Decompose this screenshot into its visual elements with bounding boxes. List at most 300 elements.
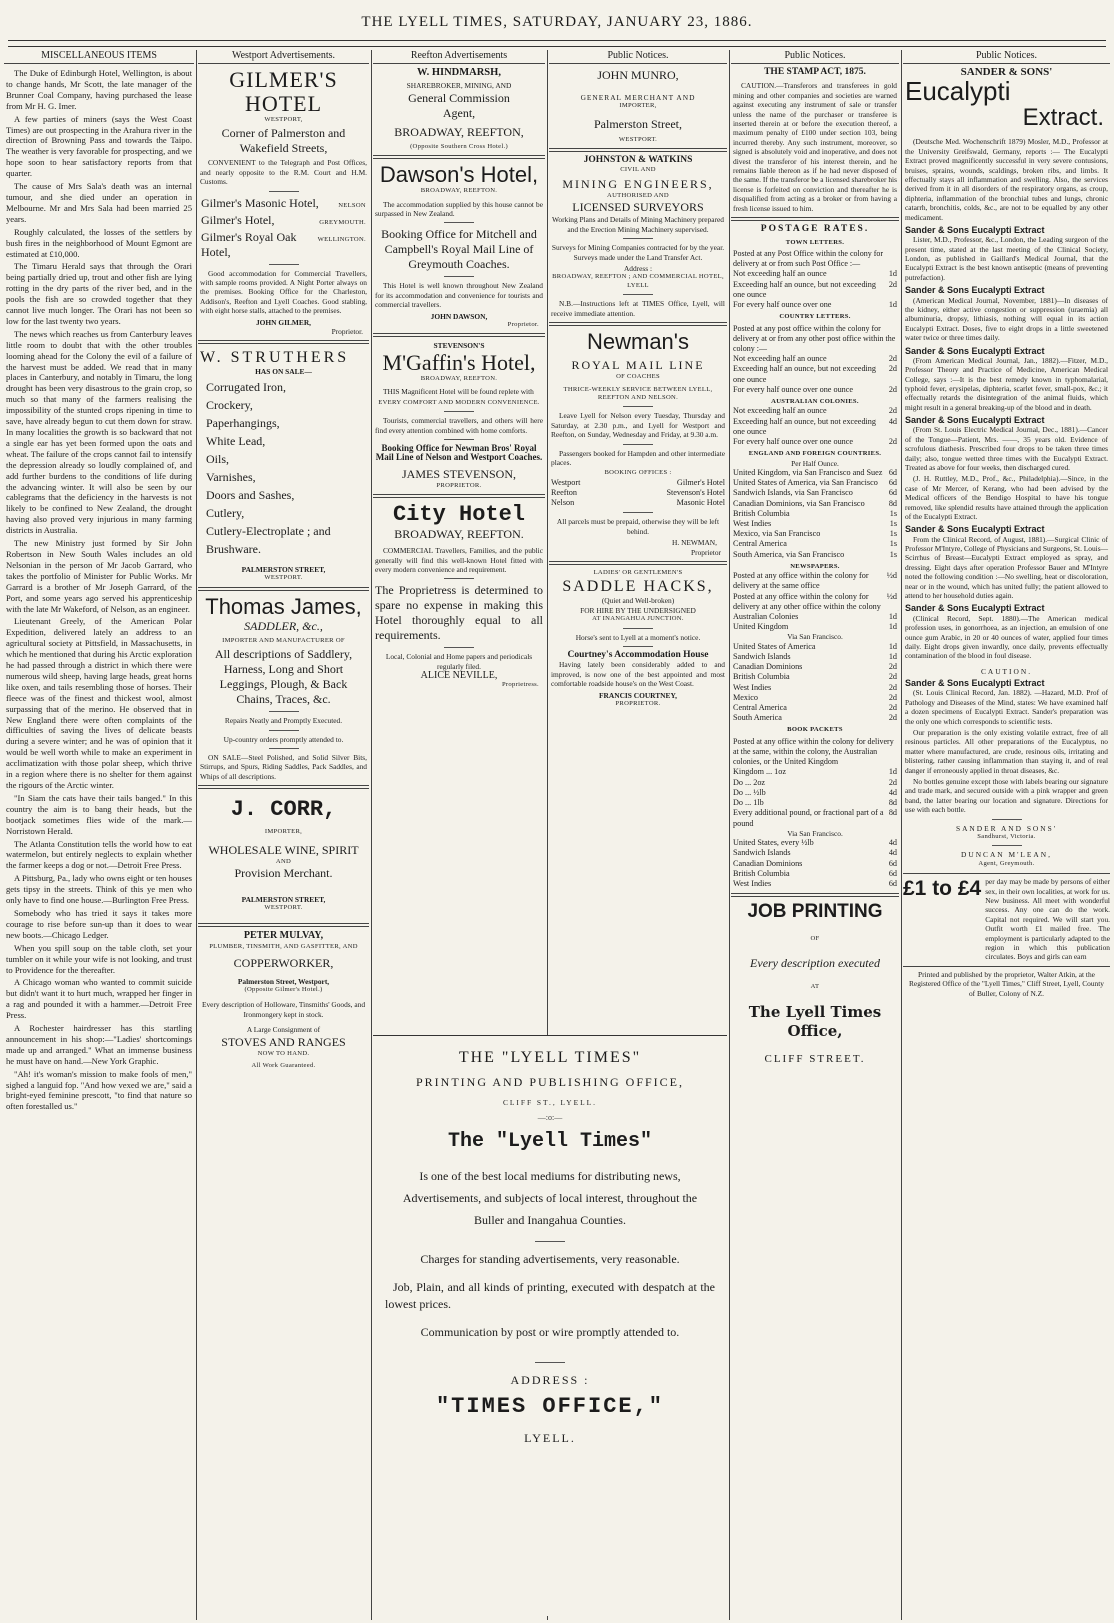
- separator: [731, 893, 899, 897]
- news-paragraph: The cause of Mrs Sala's death was an internal tumour, and she died under an operation in Melbourne. Mr and Mrs Sala had been married 25 years.: [6, 181, 192, 224]
- ad-trade: GENERAL MERCHANT AND: [580, 93, 696, 102]
- ad-title: Thomas James,: [205, 593, 362, 619]
- postage-row: [733, 703, 897, 713]
- divider: [269, 748, 299, 749]
- ad-text: AT: [810, 982, 820, 990]
- postage-value: 6d: [888, 467, 897, 477]
- postage-value: 4d: [888, 416, 897, 426]
- divider: [623, 628, 653, 629]
- postage-label: Not exceeding half an ounce: [733, 406, 827, 416]
- postage-row: [733, 808, 897, 828]
- ad-text: Booking Office for Newman Bros' Royal Mail Line of Nelson and Westport Coaches.: [375, 442, 543, 463]
- ad-street: PALMERSTON STREET,: [241, 564, 326, 574]
- ad-subtitle: ROYAL MAIL LINE: [571, 358, 705, 373]
- johnston-watkins-ad: [549, 156, 727, 318]
- office-charges: Charges for standing advertisements, very reasonable.: [420, 1252, 680, 1267]
- newman-coach-ad: [549, 330, 727, 557]
- column-public-notices-1: [549, 50, 727, 1030]
- caution-body: (St. Louis Clinical Record, Jan. 1882). —Hazard, M.D. Prof of Pathology and Diseases of the Mind, states: We have examined half a dozen specimens of Eucalypti Extract. Sander's preparation was the only one which corresponds to scientific tests.: [905, 688, 1108, 726]
- job-printing-ad: [731, 901, 899, 1064]
- ad-street: PALMERSTON STREET,: [241, 894, 326, 904]
- office-address: CLIFF ST., LYELL.: [502, 1098, 598, 1107]
- ad-text: NOW TO HAND.: [257, 1049, 310, 1057]
- office-hotel: Masonic Hotel: [676, 498, 725, 508]
- mulvay-ad: [198, 931, 369, 1071]
- column-rule: [729, 50, 730, 1620]
- product-name: Extract.: [1022, 104, 1104, 132]
- divider: [444, 276, 474, 277]
- news-paragraph: Lieutenant Greely, of the American Polar Expedition, delivered lately an address to an agricultural society at Pittsfield, in Massachusetts, in which he mentioned that during his Arctic exploration he had passed through a district in which there were numerous wild sheep, having large heads, great horns like oxen, and tails resembling those of horses. Their fleece was of the finest and thickest wool, almost surpassing that of the merino. He observed that in New England there were often complaints of the difficulties of saving the lives of delicate beasts during a severe winter; and he was of opinion that it would be well worth while to make an experiment in acclimatization with those polar sheep, which thrive in a region where there is no shelter for them against the rigours of the Arctic winter.: [6, 616, 192, 790]
- ad-role: PROPRIETOR.: [436, 481, 482, 489]
- ad-lead: IMPORTER AND MANUFACTURER OF: [222, 636, 345, 644]
- office-town: Reefton: [551, 487, 577, 497]
- postage-row: [733, 550, 897, 560]
- postage-row: [733, 364, 897, 384]
- ad-role: PROPRIETOR.: [615, 700, 661, 708]
- ad-street: Palmerston Street, Westport,: [237, 976, 330, 986]
- ad-trade: Agent,: [442, 105, 476, 120]
- postage-row: [733, 693, 897, 703]
- testimonial-body: From the Clinical Record, of August, 1881).—Surgical Clinic of Professor M'Intyre, College of Physicians and Surgeons, St. Louis—Scirrhus of Breast—Eucalypti Extract employed as spray, and dressing. Eight days after operation Professor Bauer and M'Intyre noted the following condition :—No swelling, heat or discoloration, near or in the wound, which has united fully; the patient allowed to attend to her household duties again.: [905, 534, 1108, 601]
- stamp-act-notice: [731, 68, 899, 213]
- divider: [269, 264, 299, 265]
- ad-text: BOOKING OFFICES :: [604, 469, 672, 477]
- postage-sub: Via San Francisco.: [787, 632, 843, 642]
- ad-signature: ALICE NEVILLE,: [420, 670, 498, 682]
- ad-subtitle: LADIES' OR GENTLEMEN'S: [593, 568, 683, 576]
- postage-label: United States of America: [733, 641, 816, 651]
- hotel-name: Gilmer's Royal Oak Hotel,: [201, 229, 297, 259]
- ad-address: BROADWAY, REEFTON,: [394, 124, 524, 139]
- divider: [444, 647, 474, 648]
- ad-signature: SANDER AND SONS': [955, 823, 1058, 833]
- ad-text: AUTHORISED AND: [607, 192, 669, 200]
- news-paragraph: A Chicago woman who wanted to commit suicide but didn't want it to hurt much, wrapped her finger in a rag and pounded it with a hammer.—Detroit Free Press.: [6, 977, 192, 1021]
- postage-section-header: ENGLAND AND FOREIGN COUNTRIES.: [748, 450, 882, 458]
- divider: [623, 444, 653, 445]
- ad-trade: WHOLESALE WINE, SPIRIT: [208, 842, 359, 857]
- ad-body: (Deutsche Med. Wochenschrift 1879) Mosler, M.D., Professor at the University Greifswald, Germany, reports :— The Eucalypti Extract proved magnificently successful in very severe contusions, bruises, sprains, wounds, scaldings, broken ribs, and limbs. It effectually stays all inflammation and swelling. Also, the services derived from it in all disorders of the respiratory organs, as croup, diphteria, inflammation of the bronchial tubes and lungs, chronic catarrh, bronchitis, colds, &c., are not to be equalled by any other medicament.: [905, 137, 1108, 222]
- postage-value: 1s: [889, 539, 897, 549]
- separator: [373, 494, 545, 498]
- divider: [535, 1362, 565, 1363]
- separator: [373, 333, 545, 337]
- testimonial-heading: Sander & Sons Eucalypti Extract: [905, 524, 1045, 535]
- testimonial-body: Lister, M.D., Professor, &c., London, the Leading surgeon of the present time, stated at the last meeting of the Clinical Society, London, as published in Gaillard's Medical Journal, that the Eucalypti Extract is the best known antiseptic (means of preventing putrefaction).: [905, 235, 1108, 282]
- postage-label: Exceeding half an ounce, but not exceeding one ounce: [733, 279, 876, 299]
- money-ad: [903, 873, 1110, 962]
- ad-body: Having lately been considerably added to and improved, is now one of the best appointed and most comfortable roadside house's on the West Coast.: [551, 660, 725, 689]
- gilmer-hotel-ad: [198, 68, 369, 336]
- news-paragraph: "Ah! it's woman's mission to make fools of men," sighed a languid fop. "And how vexed we are," said a bright-eyed feminine prescott, "to find that nature so often forestalled us.": [6, 1068, 192, 1112]
- ad-subtitle: STEVENSON'S: [433, 341, 485, 351]
- postage-row: [733, 529, 897, 539]
- ad-text: ON SALE—Steel Polished, and Solid Silver Bits, Stirrups, and Spurs, Riding Saddles, Pack Saddles, and Whips of all descriptions.: [200, 752, 367, 781]
- divider: [444, 439, 474, 440]
- ad-text: Every description executed: [750, 955, 880, 970]
- thomas-james-ad: [198, 595, 369, 781]
- office-job: Job, Plain, and all kinds of printing, executed with despatch at the lowest prices.: [385, 1280, 715, 1312]
- postage-row: [733, 778, 897, 788]
- hotel-list: [198, 196, 369, 260]
- office-address-label: ADDRESS :: [510, 1373, 590, 1388]
- column-rule: [371, 50, 372, 1620]
- ad-town: WESTPORT.: [618, 135, 658, 143]
- separator: [198, 340, 369, 344]
- ad-signature: JAMES STEVENSON,: [401, 466, 516, 481]
- goods-item: Corrugated Iron,: [206, 379, 286, 394]
- postage-row: [733, 300, 897, 310]
- ad-title: W. HINDMARSH,: [417, 67, 501, 78]
- postage-row: [733, 539, 897, 549]
- ad-text: OF: [810, 935, 820, 943]
- postage-value: 2d: [888, 692, 897, 702]
- postage-value: 4d: [888, 838, 897, 848]
- office-town: Nelson: [551, 498, 575, 508]
- ad-body: Leave Lyell for Nelson every Tuesday, Thursday and Saturday, at 2.30 p.m., and Lyell for Westport and Reefton, on Sunday, Wednesday and Friday, at 9.30 a.m.: [551, 411, 725, 440]
- postage-row: [733, 499, 897, 509]
- postage-label: United Kingdom: [733, 622, 789, 632]
- postage-label: Not exceeding half an ounce: [733, 354, 827, 364]
- column-header: Westport Advertisements.: [198, 50, 369, 64]
- postage-section-header: AUSTRALIAN COLONIES.: [771, 397, 859, 405]
- postage-sub: Per Half Ounce.: [791, 458, 839, 468]
- news-paragraph: The new Ministry just formed by Sir John Robertson in New South Wales includes an old Nelsonian in the person of Mr Jacob Garrard, who takes the portfolio of Minister for Public Works. Mr Garrard is a brother of Mr Joseph Garrard, of the Port, and some years ago served his apprenticeship with the late Mr Wakeford, of Nelson, as an engineer.: [6, 538, 192, 614]
- postage-lead: Posted at any Post Office within the colony for delivery at or from such Post Office :—: [733, 248, 884, 269]
- postage-label: West Indies: [733, 682, 772, 692]
- ad-body: Our preparation is the only existing volatile extract, free of all resinous particles. All other preparations of the Eucalyptus, no matter where manufactured, are crude, resinous oils, irritating and blistering, rather causing inflammation than staying it, and of real danger if erroneously applied in throat diseases, &c.: [905, 727, 1108, 775]
- masthead: THE LYELL TIMES, SATURDAY, JANUARY 23, 1886.: [361, 14, 753, 30]
- postage-value: 6d: [888, 478, 897, 488]
- postage-table: [731, 239, 899, 890]
- ad-subtitle: MINING ENGINEERS,: [562, 177, 714, 192]
- postage-label: Mexico, via San Francisco: [733, 529, 821, 539]
- testimonial-heading: Sander & Sons Eucalypti Extract: [905, 345, 1045, 356]
- testimonial-heading: Sander & Sons Eucalypti Extract: [905, 285, 1045, 296]
- postage-label: Canadian Dominions: [733, 858, 803, 868]
- ad-town: WESTPORT,: [264, 116, 303, 123]
- lyell-times-title: The "Lyell Times": [447, 1130, 653, 1154]
- office-hotel: Stevenson's Hotel: [666, 487, 725, 497]
- lyell-times-office-ad: [373, 1035, 727, 1616]
- divider: [269, 191, 299, 192]
- ad-title: W. STRUTHERS: [200, 349, 350, 367]
- column-header: MISCELLANEOUS ITEMS: [4, 50, 194, 64]
- postage-value: 1d: [888, 299, 897, 309]
- ad-title: JOHNSTON & WATKINS: [583, 155, 693, 166]
- postage-value: 6d: [888, 488, 897, 498]
- testimonial-body: (From American Medical Journal, Jan., 1882).—Fitzer, M.D., Professor Theory and Practice of Medicine, American Medical College, says :—It is the best remedy known in typhomalarial, typhoid fever, erysipelas, diphteria, scarlet fever, small-pox, &c.; it effectually retards the disintegration of the animal fluids, which might result in a general breaking-up of the blood and in death.: [905, 355, 1108, 412]
- ad-body: CONVENIENT to the Telegraph and Post Offices, and nearly opposite to the R.M. Court and H.M. Customs.: [200, 158, 367, 187]
- column-miscellaneous: [4, 50, 194, 1620]
- ad-text: All parcels must be prepaid, otherwise they will be left behind.: [556, 517, 720, 536]
- postage-label: Australian Colonies: [733, 612, 799, 622]
- office-town: LYELL.: [524, 1431, 576, 1446]
- postage-row: [733, 672, 897, 682]
- goods-item: Cutlery,: [206, 505, 245, 520]
- column-rule: [196, 50, 197, 1620]
- postage-row: [733, 859, 897, 869]
- postage-value: 2d: [888, 436, 897, 446]
- city-hotel-ad: [373, 502, 545, 689]
- ad-body: All descriptions of Saddlery, Harness, Long and Short Leggings, Plough, & Back Chains, Traces, &c.: [214, 647, 353, 707]
- postage-lead: Posted at any post office within the colony for delivery at or from any other post office within the colony :—: [733, 323, 896, 353]
- news-paragraph: Somebody who has tried it says it takes more courage to rise before sun-up than it does to wear new boots.—Chicago Ledger.: [6, 907, 192, 940]
- ad-role: IMPORTER,: [619, 102, 657, 110]
- booking-office-row: [551, 498, 725, 508]
- divider: [269, 730, 299, 731]
- postage-row: [733, 468, 897, 478]
- ad-trade: SHAREBROKER, MINING, AND: [406, 81, 512, 91]
- goods-item: Oils,: [206, 451, 230, 466]
- ad-title: Dawson's Hotel,: [379, 162, 539, 188]
- ad-trade: PLUMBER, TINSMITH, AND GASFITTER, AND: [209, 943, 358, 951]
- imprint: [903, 966, 1110, 998]
- ad-role: IMPORTER,: [264, 828, 303, 836]
- ad-role: Proprietor.: [331, 327, 363, 337]
- struthers-ad: [198, 348, 369, 582]
- postage-section-header: NEWSPAPERS.: [790, 562, 840, 570]
- imprint-text: Printed and published by the proprietor, Walter Atkin, at the Registered Office of the "Lyell Times," Cliff Street, Lyell, County of Buller, Colony of N.Z.: [908, 969, 1105, 998]
- ad-street: Palmerston Street,: [594, 116, 682, 131]
- postage-value: 2d: [888, 406, 897, 416]
- testimonial-body: (Clinical Record, Sept. 1880).—The American medical profession uses, in gonorrhoea, as an injection, an emulsion of one ounce gum Arabic, in 20 or 40 ounces of water, applied four times daily. Eight drops given inwardly, once daily, prevents effectually contamination of the blood in foul disease.: [905, 613, 1108, 661]
- office-communication: Communication by post or wire promptly attended to.: [420, 1325, 680, 1340]
- separator: [549, 148, 727, 152]
- ad-role: Proprietor.: [507, 321, 539, 329]
- divider: [444, 222, 474, 223]
- money-title: £1 to £4: [903, 877, 982, 901]
- postage-value: 4d: [888, 848, 897, 858]
- divider: [623, 646, 653, 647]
- postage-label: West Indies: [733, 519, 772, 528]
- column-header: Reefton Advertisements: [373, 50, 545, 64]
- postage-row: [733, 478, 897, 488]
- postage-lead: Posted at any office within the colony for delivery at the same, within the colony, the Australian colonies, or the United Kingdom: [733, 736, 894, 767]
- postage-row: [733, 848, 897, 858]
- divider: [535, 1241, 565, 1242]
- postage-label: Mexico: [733, 692, 759, 702]
- munro-ad: [549, 68, 727, 144]
- separator: [549, 561, 727, 565]
- postage-row: [733, 683, 897, 693]
- ad-trade: General Commission: [408, 90, 510, 105]
- divider: [623, 406, 653, 407]
- notice-title: THE STAMP ACT, 1875.: [764, 67, 866, 77]
- testimonial-body: (American Medical Journal, November, 1881)—In diseases of the kidney, either active congestion or suppression (uraemia) all albuminuria, dropsy, lithiasis, nothing will equal in its action Eucalypti Extract. Doses, five to eight drops in a little sweetened water twice or three times daily.: [905, 295, 1108, 343]
- postage-section-header: BOOK PACKETS: [787, 726, 843, 734]
- separator: [198, 587, 369, 591]
- caution-subtitle: Sander & Sons Eucalypti Extract: [905, 678, 1045, 689]
- postage-row: [733, 869, 897, 879]
- column-westport-ads: [198, 50, 369, 1620]
- hotel-town: WELLINGTON.: [317, 235, 366, 243]
- postage-value: 8d: [888, 498, 897, 508]
- postage-value: 4d: [888, 787, 897, 797]
- ad-place: Sandhurst, Victoria.: [977, 833, 1036, 841]
- saddle-hacks-ad: [549, 569, 727, 708]
- ad-subtitle: OF COACHES: [616, 373, 660, 381]
- corr-ad: [198, 797, 369, 913]
- postage-value: ½d: [886, 591, 897, 601]
- ad-title: J. CORR,: [230, 797, 337, 823]
- news-paragraph: Roughly calculated, the losses of the settlers by bush fires in the neighborhood of Mount Egmont are estimated at £10,000.: [6, 226, 192, 259]
- ad-town: WESTPORT.: [264, 574, 303, 582]
- separator: [373, 155, 545, 159]
- postage-label: United States of America, via San Francisco: [733, 478, 878, 488]
- postage-row: [733, 788, 897, 798]
- caution-title: CAUTION.: [980, 666, 1033, 676]
- news-paragraph: The Atlanta Constitution tells the world how to eat watermelon, but entirely neglects to explain whether the farmer keeps a dog or not.—Detroit Free Press.: [6, 838, 192, 871]
- ad-text: STOVES AND RANGES: [221, 1034, 346, 1049]
- ad-body: THIS Magnificent Hotel will be found replete with: [383, 387, 534, 397]
- ad-address: Corner of Palmerston and Wakefield Streets,: [221, 126, 346, 156]
- testimonial-body: (J. H. Ruttley, M.D., Prof., &c., Philadelphia).—Since, in the case of Mr Mercer, of Kerang, who had been advised by the Medical officers of the Bendigo Hospital to have his tongue removed, like splendid results have attained through the application of the Eucalypti Extract.: [905, 474, 1108, 522]
- ad-text: Local, Colonial and Home papers and periodicals regularly filed.: [385, 652, 533, 671]
- postage-label: Posted at any office within the colony for delivery at the same office: [733, 571, 869, 591]
- postage-label: Canadian Dominions, via San Francisco: [733, 498, 865, 508]
- postage-label: British Columbia: [733, 672, 790, 682]
- ad-title: The Lyell Times Office,: [748, 1002, 882, 1040]
- news-paragraph: The Duke of Edinburgh Hotel, Wellington, is about to change hands, Mr Scott, the late manager of the Brunner Coal Company, having purchased the lease from Mr H. G. Imer.: [6, 68, 192, 111]
- ad-title: SADDLE HACKS,: [562, 578, 714, 596]
- postage-label: Not exceeding half an ounce: [733, 269, 827, 279]
- ad-agent: DUNCAN M'LEAN,: [961, 850, 1052, 860]
- postage-value: 6d: [888, 858, 897, 868]
- ad-address: BROADWAY, REEFTON.: [420, 374, 498, 382]
- separator: [198, 923, 369, 927]
- divider: [992, 845, 1022, 846]
- goods-item: Varnishes,: [206, 469, 256, 484]
- misc-items: [4, 68, 194, 1112]
- goods-item: Doors and Sashes,: [206, 487, 295, 502]
- ad-text: AND: [275, 857, 292, 865]
- ad-signature: JOHN DAWSON,: [430, 311, 488, 321]
- postage-label: For every half ounce over one: [733, 299, 832, 309]
- divider: [444, 578, 474, 579]
- postage-value: 6d: [888, 878, 897, 888]
- postage-value: 1d: [888, 622, 897, 632]
- postage-row: [733, 488, 897, 498]
- testimonial-heading: Sander & Sons Eucalypti Extract: [905, 603, 1045, 614]
- postage-row: [733, 406, 897, 416]
- postage-value: 6d: [888, 868, 897, 878]
- testimonials: [903, 225, 1110, 661]
- postage-section-header: TOWN LETTERS.: [785, 238, 845, 246]
- times-office: "TIMES OFFICE,": [435, 1394, 665, 1420]
- ad-text: AT INANGAHUA JUNCTION.: [592, 615, 684, 623]
- ad-text: Passengers booked for Hampden and other intermediate places.: [551, 448, 725, 467]
- ad-body: Working Plans and Details of Mining Machinery prepared and the Erection Mining Machinery supervised.: [551, 215, 724, 234]
- ad-text: EVERY COMFORT AND MODERN CONVENIENCE.: [378, 398, 540, 406]
- postage-value: 1d: [888, 767, 897, 777]
- divider: [623, 238, 653, 239]
- postage-row: [733, 662, 897, 672]
- postage-label: South America: [733, 713, 782, 723]
- postage-row: [733, 612, 897, 622]
- postage-label: Posted at any office within the colony for delivery at any other office within the colony: [733, 591, 881, 611]
- postage-value: 1d: [888, 652, 897, 662]
- divider: [269, 711, 299, 712]
- column-public-notices-3: [903, 50, 1110, 1620]
- ad-agent: Agent, Greymouth.: [978, 859, 1035, 867]
- postage-row: [733, 269, 897, 279]
- divider: [623, 294, 653, 295]
- hotel-town: GREYMOUTH.: [319, 218, 366, 226]
- ad-text: Repairs Neatly and Promptly Executed.: [224, 716, 343, 726]
- postage-value: 1d: [888, 612, 897, 622]
- postage-label: United Kingdom, via San Francisco and Suez: [733, 467, 883, 477]
- ad-role: Proprietor: [691, 547, 721, 557]
- divider: [992, 819, 1022, 820]
- postage-row: [733, 354, 897, 364]
- postage-label: West Indies: [733, 878, 772, 888]
- postage-row: [733, 838, 897, 848]
- column-header: Public Notices.: [731, 50, 899, 64]
- ad-text: The Proprietress is determined to spare no expense in making this Hotel thoroughly equal to all requirements.: [375, 583, 543, 643]
- ad-body: Surveys for Mining Companies contracted for by the year. Surveys made under the Land Transfer Act.: [551, 243, 725, 262]
- postage-row: [733, 519, 897, 529]
- column-header: Public Notices.: [903, 50, 1110, 64]
- job-printing-title: JOB PRINTING: [747, 901, 883, 923]
- postage-value: 1d: [888, 641, 897, 651]
- postage-value: 2d: [888, 662, 897, 672]
- testimonial-body: (From St. Louis Electric Medical Journal, Dec., 1881).—Cancer of the Tongue—Patient, Mrs. ——, 35 years old. Evidence of scrofulous diathesis. Prescribed four drops to be taken three times daily; also, tongue wetted three times with the Eucalypti Extract. Treated as above for four weeks, then discharged cured.: [905, 425, 1108, 472]
- postage-row: [733, 713, 897, 723]
- news-paragraph: A Pittsburg, Pa., lady who owns eight or ten houses gets tipsy in the streets. Think of this ye men who only have to find one house.—Burlington Free Press.: [6, 873, 192, 906]
- postage-value: 1s: [889, 508, 897, 518]
- postage-row: [733, 509, 897, 519]
- postage-label: Kingdom ... 1oz: [733, 767, 786, 777]
- postage-sub: Via San Francisco.: [787, 828, 843, 838]
- separator: [731, 217, 899, 221]
- postage-value: 2d: [888, 354, 897, 364]
- postage-label: Do ... 1lb: [733, 798, 764, 808]
- column-rule: [901, 50, 902, 1620]
- money-body: per day may be made by persons of either sex, in their own localities, at work for us. New business. All meet with wonderful success. Any one can do the work. Capital not required. We will start you. Outfit worth £1 mailed free. The employment is particularly adapted to the region in which this publication circulates. Boys and girls can earn: [985, 877, 1110, 962]
- ad-subtitle: SADDLER, &c.,: [244, 618, 323, 633]
- news-paragraph: A few parties of miners (says the West Coast Times) are out prospecting in the Arahura river in the direction of Browning Pass and towards the Taipo. The weather is very favorable for prospecting, and we hope soon to hear satisfactory reports from that quarter.: [6, 113, 192, 179]
- office-hotel: Gilmer's Hotel: [676, 477, 725, 487]
- ad-body: Good accommodation for Commercial Travellers, with sample rooms provided. A Night Porter always on the premises. Booking Office for the Charleston, Addison's, Reefton and Lyell Coaches. Good stabling, with eight horse stalls, attached to the premises.: [200, 268, 367, 316]
- postage-row: [733, 622, 897, 632]
- postage-label: For every half ounce over one ounce: [733, 436, 854, 446]
- office-body: Is one of the best local mediums for distributing news, Advertisements, and subjects of local interest, throughout the Buller and Inangahua Counties.: [402, 1169, 698, 1228]
- notice-body: CAUTION.—Transferors and transferees in gold mining and other companies and societies are warned against executing any instrument of sale or transfer unless the name of the purchaser or transferee is inserted therein at or before the execution thereof, a maximum penalty of £100 under section 103, being incurred thereby. Any such instrument, moreover, so signed is absolutely void and inoperative, and does not divest the transferor of his interest therein, and he remains liable thereon as if he had never disposed of the same. If the transferor be a licensed sharebroker his license is forfeited on conviction and thereafter he is disqualified from acting as a broker or from having a fresh license issued to him.: [733, 81, 897, 213]
- postage-row: [733, 652, 897, 662]
- goods-list: [198, 379, 369, 557]
- hotel-row: [201, 213, 366, 228]
- ad-address: BROADWAY, REEFTON ; AND COMMERCIAL HOTEL, LYELL: [552, 273, 724, 289]
- ad-text: N.B.—Instructions left at TIMES Office, Lyell, will receive immediate attention.: [551, 299, 725, 318]
- ad-text: Tourists, commercial travellers, and others will here find every attention combined with home comforts.: [375, 416, 543, 435]
- separator: [549, 322, 727, 326]
- ornament: —:o:—: [537, 1113, 563, 1123]
- news-paragraph: A Rochester hairdresser has this startling announcement in his shop:—"Ladies' shortcomings made up and arranged." What an immense business he must have on hand.—New York Graphic.: [6, 1023, 192, 1066]
- postage-title: POSTAGE RATES.: [760, 224, 870, 235]
- ad-street: CLIFF STREET.: [764, 1052, 866, 1065]
- postage-label: Exceeding half an ounce, but not exceeding one ounce: [733, 364, 876, 384]
- postage-label: Central America: [733, 703, 787, 713]
- testimonial-heading: Sander & Sons Eucalypti Extract: [905, 415, 1045, 426]
- ad-signature: FRANCIS COURTNEY,: [599, 690, 677, 700]
- postage-value: 2d: [888, 384, 897, 394]
- divider: [623, 512, 653, 513]
- ad-title: LICENSED SURVEYORS: [572, 200, 704, 215]
- postage-row: [733, 385, 897, 395]
- postage-value: 1s: [889, 529, 897, 539]
- postage-section-header: COUNTRY LETTERS.: [779, 313, 851, 321]
